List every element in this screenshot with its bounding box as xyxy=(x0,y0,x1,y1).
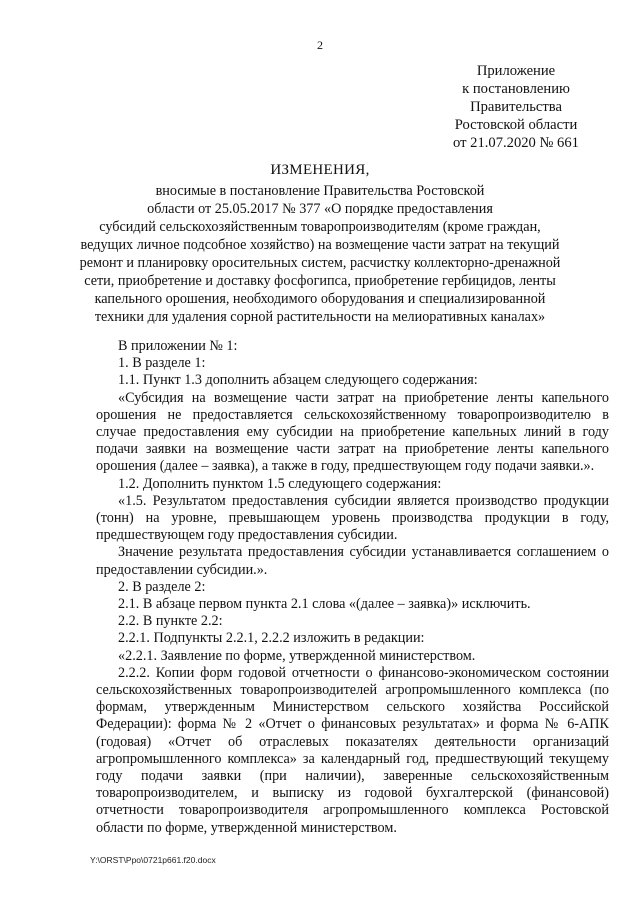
paragraph: 2.1. В абзаце первом пункта 2.1 слова «(далее – заявка)» исключить. xyxy=(118,596,531,613)
file-path-footer: Y:\ORST\Ppo\0721p661.f20.docx xyxy=(90,855,216,865)
document-subtitle xyxy=(40,182,600,326)
subtitle-line: сети, приобретение и доставку фосфогипса, приобретение гербицидов, ленты xyxy=(84,273,556,289)
paragraph: «2.2.1. Заявление по форме, утвержденной министерством. xyxy=(118,647,476,664)
paragraph: 1.2. Дополнить пунктом 1.5 следующего содержания: xyxy=(118,475,442,492)
paragraph: Значение результата предоставления субсидии устанавливается соглашением о предоставлении субсидии.». xyxy=(96,544,609,578)
appendix-line: Приложение xyxy=(476,63,556,79)
subtitle-line: вносимые в постановление Правительства Ростовской xyxy=(155,183,485,199)
subtitle-line: капельного орошения, необходимого оборудования и специализированной xyxy=(94,291,546,307)
subtitle-line: ремонт и планировку оросительных систем, расчистку коллекторно-дренажной xyxy=(79,255,561,271)
paragraph: 2. В разделе 2: xyxy=(118,578,206,595)
subtitle-line: ведущих личное подсобное хозяйство) на возмещение части затрат на текущий xyxy=(80,237,560,253)
appendix-line: от 21.07.2020 № 661 xyxy=(453,135,579,151)
appendix-line: Правительства xyxy=(470,99,562,115)
paragraph: «1.5. Результатом предоставления субсидии является производство продукции (тонн) на уровне, превышающем уровень производства продукции в году, предшествующем году предоставления субсидии. xyxy=(96,492,609,544)
paragraph: 2.2.2. Копии форм годовой отчетности о финансово-экономическом состоянии сельскохозяйственных товаропроизводителей агропромышленного комплекса (по формам, утвержденным Министерством сельского хозяйства Российской Федерации): форма № 2 «Отчет о финансовых результатах» и форма № 6-АПК (годовая) «Отчет об отраслевых показателях деятельности организаций агропромышленного комплекса» за календарный год, предшествующий текущему году подачи заявки (при наличии), заверенные сельскохозяйственным товаропроизводителем, и выписку из годовой бухгалтерской (финансовой) отчетности товаропроизводителя агропромышленного комплекса Ростовской области по форме, утвержденной министерством. xyxy=(96,664,609,836)
paragraph: В приложении № 1: xyxy=(118,338,238,354)
subtitle-line: области от 25.05.2017 № 377 «О порядке предоставления xyxy=(147,201,493,217)
appendix-block xyxy=(440,62,592,152)
appendix-line: к постановлению xyxy=(462,81,570,97)
paragraph: «Субсидия на возмещение части затрат на приобретение ленты капельного орошения не предоставляется сельскохозяйственному товаропроизводителю в случае предоставления ему субсидии на приобретение капельных линий в году подачи заявки на возмещение части затрат на приобретение ленты капельного орошения (далее – заявка), а также в году, предшествующем году подачи заявки.». xyxy=(96,389,609,475)
page-number: 2 xyxy=(317,38,323,52)
paragraph: 1.1. Пункт 1.3 дополнить абзацем следующего содержания: xyxy=(118,372,478,389)
paragraph: 1. В разделе 1: xyxy=(118,355,206,372)
document-title: ИЗМЕНЕНИЯ, xyxy=(270,162,370,178)
paragraph: 2.2.1. Подпункты 2.2.1, 2.2.2 изложить в редакции: xyxy=(118,630,425,647)
subtitle-line: субсидий сельскохозяйственным товаропроизводителям (кроме граждан, xyxy=(99,219,541,235)
paragraph: 2.2. В пункте 2.2: xyxy=(118,613,223,630)
document-body xyxy=(96,338,609,837)
subtitle-line: техники для удаления сорной растительности на мелиоративных каналах» xyxy=(94,309,546,325)
appendix-line: Ростовской области xyxy=(454,117,578,133)
